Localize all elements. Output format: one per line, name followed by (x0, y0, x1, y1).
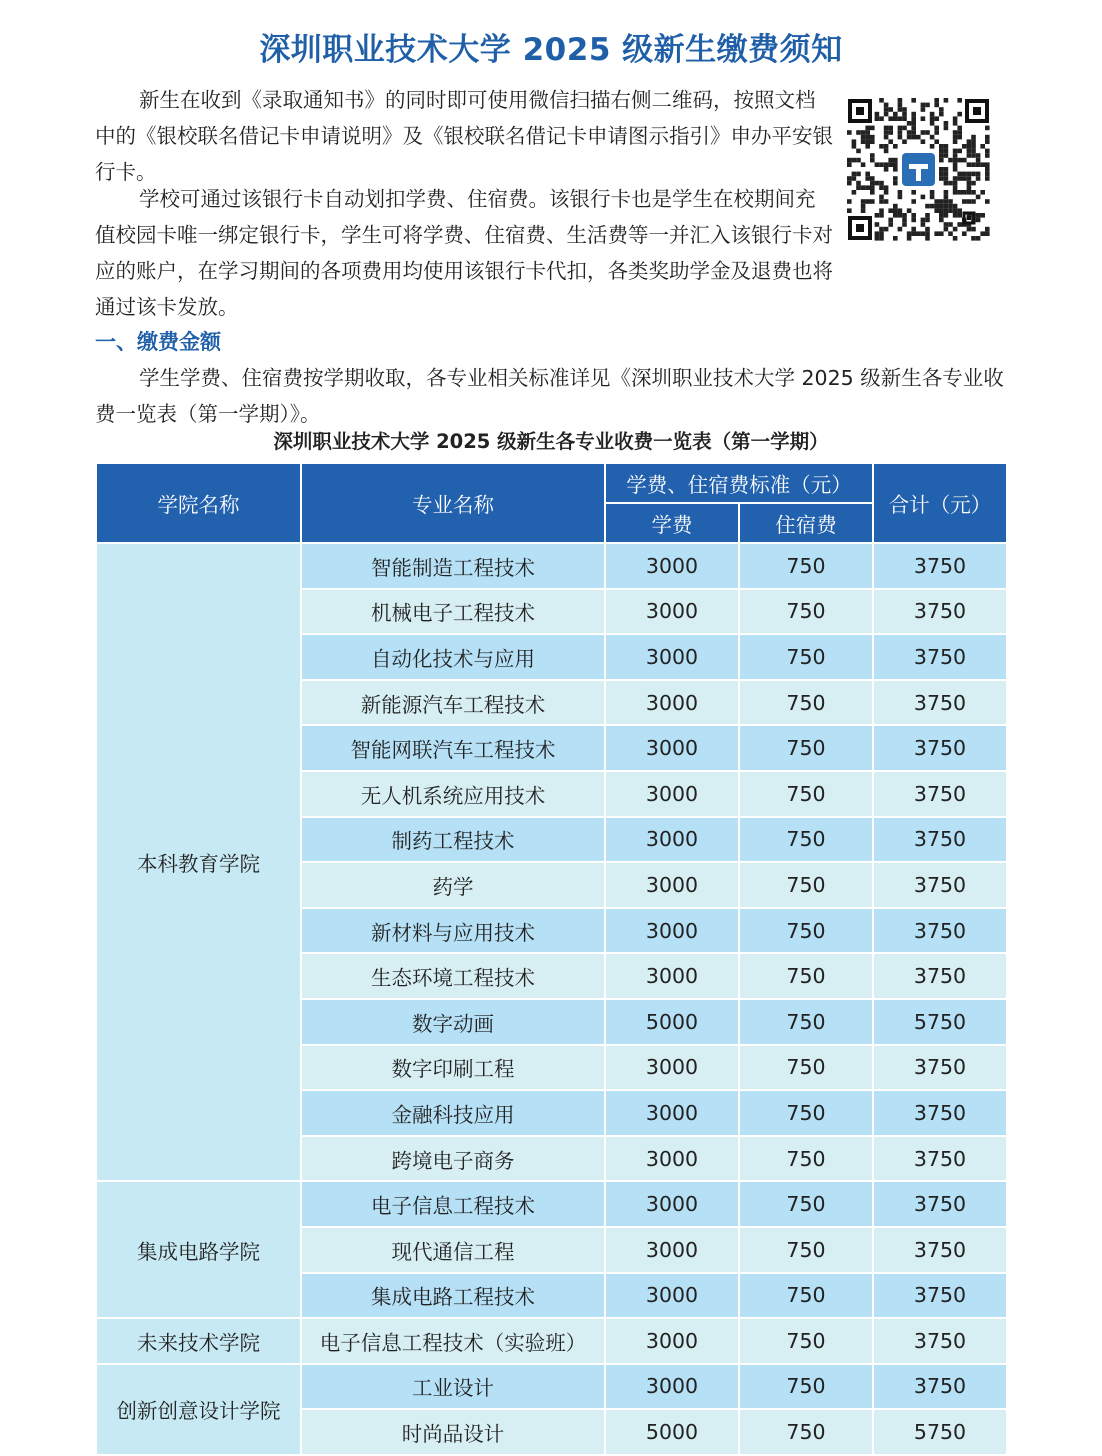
major-cell: 新材料与应用技术 (301, 908, 605, 954)
housing-cell: 750 (739, 1045, 873, 1091)
housing-cell: 750 (739, 589, 873, 635)
total-cell: 3750 (873, 1227, 1007, 1273)
tuition-cell: 3000 (605, 543, 739, 589)
tuition-cell: 3000 (605, 953, 739, 999)
major-cell: 工业设计 (301, 1364, 605, 1410)
header-housing: 住宿费 (739, 503, 873, 543)
header-tuition: 学费 (605, 503, 739, 543)
total-cell: 3750 (873, 1273, 1007, 1319)
table-row (96, 543, 1007, 589)
housing-cell: 750 (739, 817, 873, 863)
total-cell: 3750 (873, 589, 1007, 635)
major-cell: 集成电路工程技术 (301, 1273, 605, 1319)
total-cell: 3750 (873, 543, 1007, 589)
housing-cell: 750 (739, 908, 873, 954)
tuition-cell: 3000 (605, 1045, 739, 1091)
qr-code-icon[interactable] (847, 98, 990, 241)
total-cell: 3750 (873, 1181, 1007, 1227)
total-cell: 3750 (873, 725, 1007, 771)
table-row (96, 1318, 1007, 1364)
intro-paragraph-1 (95, 82, 835, 190)
major-cell: 生态环境工程技术 (301, 953, 605, 999)
major-cell: 智能制造工程技术 (301, 543, 605, 589)
total-cell: 3750 (873, 1318, 1007, 1364)
housing-cell: 750 (739, 1181, 873, 1227)
page-title: 深圳职业技术大学 2025 级新生缴费须知 (259, 32, 843, 68)
section-title-fees: 一、缴费金额 (95, 330, 221, 354)
housing-cell: 750 (739, 953, 873, 999)
header-total: 合计（元） (873, 463, 1007, 543)
major-cell: 现代通信工程 (301, 1227, 605, 1273)
total-cell: 3750 (873, 1364, 1007, 1410)
major-cell: 数字动画 (301, 999, 605, 1045)
tuition-cell: 3000 (605, 1364, 739, 1410)
housing-cell: 750 (739, 543, 873, 589)
major-cell: 跨境电子商务 (301, 1136, 605, 1182)
major-cell: 制药工程技术 (301, 817, 605, 863)
housing-cell: 750 (739, 1273, 873, 1319)
college-cell: 未来技术学院 (96, 1318, 301, 1364)
housing-cell: 750 (739, 634, 873, 680)
housing-cell: 750 (739, 1364, 873, 1410)
major-cell: 金融科技应用 (301, 1090, 605, 1136)
tuition-cell: 5000 (605, 999, 739, 1045)
section-paragraph (95, 360, 1015, 432)
section-text: 学生学费、住宿费按学期收取，各专业相关标准详见《深圳职业技术大学 2025 级新生各专业收费一览表（第一学期）》。 (95, 366, 1004, 426)
housing-cell: 750 (739, 680, 873, 726)
major-cell: 数字印刷工程 (301, 1045, 605, 1091)
total-cell: 3750 (873, 1136, 1007, 1182)
tuition-cell: 5000 (605, 1409, 739, 1455)
major-cell: 时尚品设计 (301, 1409, 605, 1455)
tuition-cell: 3000 (605, 1090, 739, 1136)
total-cell: 3750 (873, 680, 1007, 726)
header-college: 学院名称 (96, 463, 301, 543)
tuition-cell: 3000 (605, 1227, 739, 1273)
table-row (96, 1181, 1007, 1227)
housing-cell: 750 (739, 1409, 873, 1455)
tuition-cell: 3000 (605, 589, 739, 635)
tuition-cell: 3000 (605, 1136, 739, 1182)
tuition-cell: 3000 (605, 1181, 739, 1227)
total-cell: 3750 (873, 1045, 1007, 1091)
major-cell: 电子信息工程技术 (301, 1181, 605, 1227)
major-cell: 药学 (301, 862, 605, 908)
major-cell: 新能源汽车工程技术 (301, 680, 605, 726)
tuition-cell: 3000 (605, 1318, 739, 1364)
total-cell: 3750 (873, 1090, 1007, 1136)
housing-cell: 750 (739, 862, 873, 908)
college-cell: 本科教育学院 (96, 543, 301, 1181)
major-cell: 电子信息工程技术（实验班） (301, 1318, 605, 1364)
tuition-cell: 3000 (605, 1273, 739, 1319)
header-major: 专业名称 (301, 463, 605, 543)
housing-cell: 750 (739, 725, 873, 771)
total-cell: 3750 (873, 862, 1007, 908)
housing-cell: 750 (739, 1136, 873, 1182)
total-cell: 3750 (873, 634, 1007, 680)
major-cell: 无人机系统应用技术 (301, 771, 605, 817)
major-cell: 智能网联汽车工程技术 (301, 725, 605, 771)
intro-text-2: 学校可通过该银行卡自动划扣学费、住宿费。该银行卡也是学生在校期间充值校园卡唯一绑定银行卡，学生可将学费、住宿费、生活费等一并汇入该银行卡对应的账户，在学习期间的各项费用均使用该银行卡代扣，各类奖助学金及退费也将通过该卡发放。 (95, 187, 833, 319)
table-caption: 深圳职业技术大学 2025 级新生各专业收费一览表（第一学期） (273, 430, 829, 453)
intro-text-1: 新生在收到《录取通知书》的同时即可使用微信扫描右侧二维码，按照文档中的《银校联名借记卡申请说明》及《银校联名借记卡申请图示指引》申办平安银行卡。 (95, 88, 833, 184)
total-cell: 5750 (873, 1409, 1007, 1455)
tuition-cell: 3000 (605, 771, 739, 817)
tuition-cell: 3000 (605, 725, 739, 771)
major-cell: 机械电子工程技术 (301, 589, 605, 635)
housing-cell: 750 (739, 1318, 873, 1364)
tuition-cell: 3000 (605, 680, 739, 726)
total-cell: 3750 (873, 953, 1007, 999)
college-cell: 创新创意设计学院 (96, 1364, 301, 1455)
college-cell: 集成电路学院 (96, 1181, 301, 1318)
intro-paragraph-2 (95, 181, 835, 325)
table-row (96, 1364, 1007, 1410)
housing-cell: 750 (739, 999, 873, 1045)
housing-cell: 750 (739, 1227, 873, 1273)
total-cell: 3750 (873, 771, 1007, 817)
total-cell: 3750 (873, 908, 1007, 954)
housing-cell: 750 (739, 771, 873, 817)
header-standard: 学费、住宿费标准（元） (605, 463, 873, 503)
total-cell: 5750 (873, 999, 1007, 1045)
housing-cell: 750 (739, 1090, 873, 1136)
fee-table (95, 462, 1008, 1456)
major-cell: 自动化技术与应用 (301, 634, 605, 680)
tuition-cell: 3000 (605, 817, 739, 863)
tuition-cell: 3000 (605, 908, 739, 954)
total-cell: 3750 (873, 817, 1007, 863)
tuition-cell: 3000 (605, 862, 739, 908)
tuition-cell: 3000 (605, 634, 739, 680)
